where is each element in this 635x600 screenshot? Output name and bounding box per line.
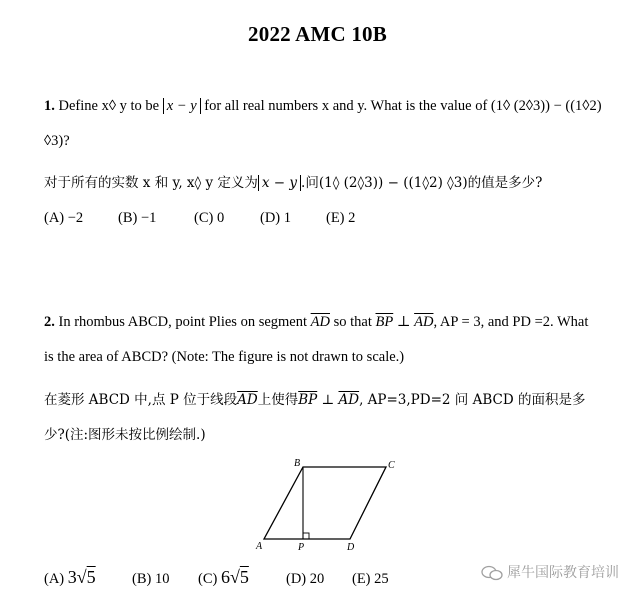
q2-line-1 — [44, 314, 588, 331]
radical-sign: √ — [76, 567, 87, 587]
q2-cn-text-c: , AP=3,PD=2 问 ABCD 的面积是多 — [359, 392, 586, 408]
q1-cn-text-a: 对于所有的实数 x 和 y, x◊ y 定义为 — [44, 175, 258, 191]
q2-number: 2. — [44, 314, 55, 330]
q2-line-cn-1 — [44, 388, 585, 408]
q1-text-b: for all real numbers x and y. What is the value of (1◊ (2◊3)) − ((1◊2) — [200, 98, 602, 114]
q1-line-cn — [44, 171, 542, 191]
q1-choice-a[interactable]: (A) −2 — [44, 210, 84, 226]
right-angle-mark — [303, 533, 309, 539]
q1-line-2: ◊3)? — [44, 133, 70, 149]
q2-choice-a-coef: 3 — [67, 567, 77, 587]
q1-choice-c[interactable]: (C) 0 — [194, 210, 225, 226]
q1-cn-abs-expression: x − y — [258, 175, 301, 191]
q2-choice-c[interactable] — [198, 567, 286, 588]
q2-line-2: is the area of ABCD? (Note: The figure is not drawn to scale.) — [44, 349, 405, 365]
q2-text-c: , AP = 3, and PD =2. What — [433, 314, 589, 330]
q2-choice-a-radicand: 5 — [86, 567, 96, 587]
q2-line-cn-2: 少?(注:图形未按比例绘制.) — [44, 427, 206, 443]
wechat-icon — [481, 565, 503, 581]
q1-line-1 — [44, 98, 602, 115]
q2-choice-c-label: (C) — [198, 571, 218, 587]
q2-choice-b[interactable]: (B) 10 — [132, 571, 170, 587]
rhombus-figure — [250, 452, 410, 554]
q1-choice-d[interactable]: (D) 1 — [260, 210, 292, 226]
q2-cn-perp-symbol: ⊥ — [317, 392, 339, 408]
q2-choice-a-label: (A) — [44, 571, 65, 587]
radical-sign-2: √ — [229, 567, 240, 587]
q2-text-a: In rhombus ABCD, point Plies on segment — [54, 314, 311, 330]
q2-segment-bp: $\overline{BP}$ — [375, 314, 394, 330]
q2-choices — [44, 567, 389, 588]
label-a: A — [256, 541, 263, 552]
page-title: 2022 AMC 10B — [248, 22, 387, 46]
rhombus-shape — [264, 467, 386, 539]
q2-cn-segment-ad-2: $\overline{AD}$ — [338, 392, 360, 408]
q1-choice-e[interactable]: (E) 2 — [326, 210, 356, 226]
watermark-text: 犀牛国际教育培训 — [507, 565, 619, 581]
q2-segment-ad-2: $\overline{AD}$ — [414, 314, 434, 330]
q2-choice-a[interactable] — [44, 567, 132, 588]
label-p: P — [298, 542, 305, 553]
q2-cn-segment-ad: $\overline{AD}$ — [237, 392, 258, 408]
q2-cn-segment-bp: $\overline{BP}$ — [298, 392, 318, 408]
label-b: B — [294, 458, 301, 469]
watermark — [481, 562, 619, 582]
q1-abs-expression: x − y — [163, 98, 201, 114]
q2-perp-symbol: ⊥ — [393, 314, 415, 330]
q2-cn-text-a: 在菱形 ABCD 中,点 P 位于线段 — [44, 392, 238, 408]
q2-choice-d[interactable]: (D) 20 — [286, 571, 325, 587]
q2-choice-c-radicand: 5 — [239, 567, 249, 587]
q1-text-a: Define x◊ y to be — [54, 98, 163, 114]
q2-text-b: so that — [330, 314, 376, 330]
q1-cn-text-b: .问(1◊ (2◊3)) − ((1◊2) ◊3)的值是多少? — [301, 175, 543, 191]
q1-choice-b[interactable]: (B) −1 — [118, 210, 157, 226]
q2-segment-ad: $\overline{AD}$ — [310, 314, 330, 330]
label-c: C — [388, 460, 395, 471]
q1-number: 1. — [44, 98, 55, 114]
q2-cn-text-b: 上使得 — [257, 392, 299, 408]
label-d: D — [347, 542, 355, 553]
q1-choices — [44, 210, 355, 227]
q2-choice-c-coef: 6 — [220, 567, 230, 587]
q2-choice-e[interactable]: (E) 25 — [352, 571, 389, 587]
